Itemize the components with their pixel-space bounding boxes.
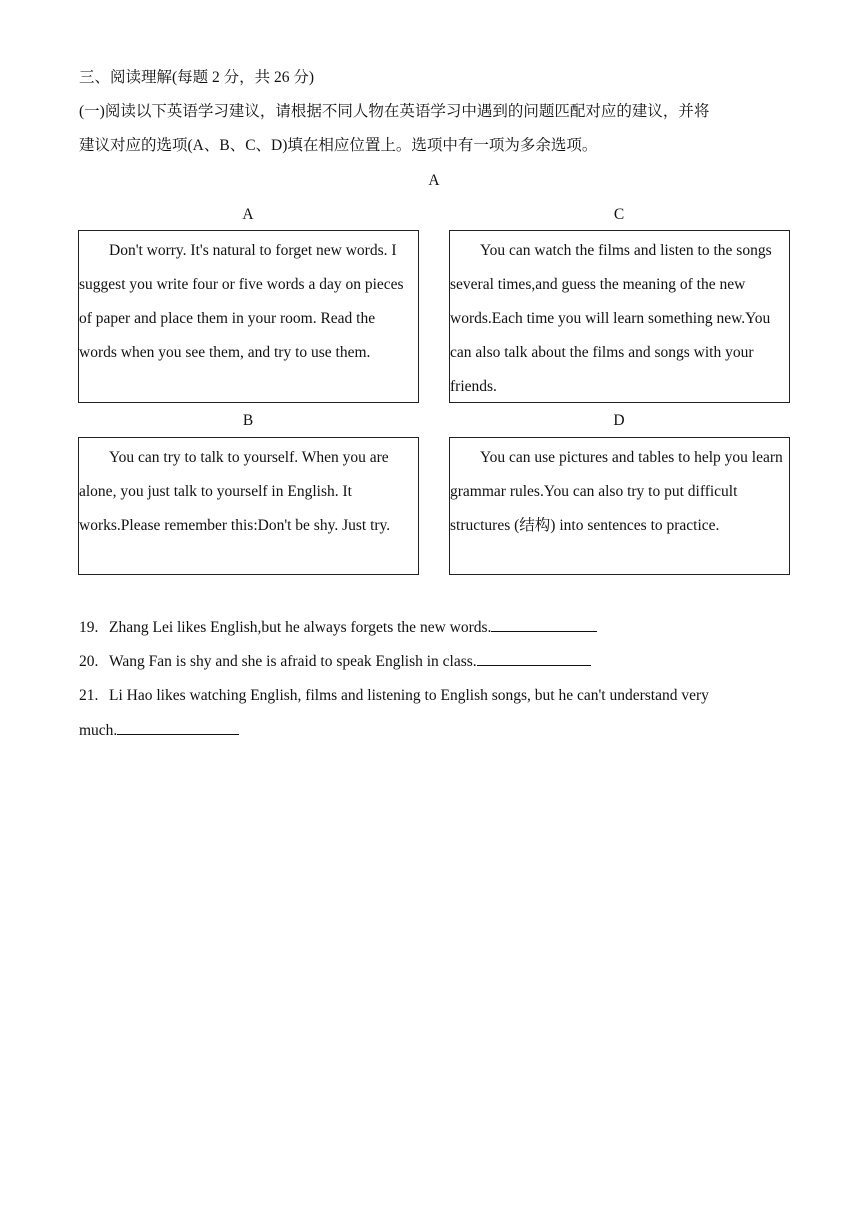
option-b-box [78,437,419,575]
option-d-label: D [613,412,625,429]
answer-blank[interactable] [491,617,597,632]
question-number: 20. [79,653,99,670]
answer-blank[interactable] [117,720,239,735]
option-a-box [78,230,419,403]
question-19 [79,617,597,638]
option-b-text: You can try to talk to yourself. When you are alone, you just talk to yourself in English. It works.Please remember this:Don't be shy. Just try. [79,449,391,534]
option-c-text: You can watch the films and listen to the songs several times,and guess the meaning of the new words.Each time you will learn something new.You can also talk about the films and songs with your friends. [450,242,772,395]
question-text: Zhang Lei likes English,but he always forgets the new words. [109,619,492,636]
option-b-label: B [242,412,254,429]
instructions-line-2: 建议对应的选项(A、B、C、D)填在相应位置上。选项中有一项为多余选项。 [79,137,598,154]
answer-blank[interactable] [477,651,591,666]
question-text: Wang Fan is shy and she is afraid to speak English in class. [109,653,477,670]
question-text: Li Hao likes watching English, films and listening to English songs, but he can't understand very [109,687,709,704]
question-21 [79,686,709,706]
question-21-continuation [79,720,239,741]
option-a-text: Don't worry. It's natural to forget new words. I suggest you write four or five words a day on pieces of paper and place them in your room. Read the words when you see them, and try to use them. [79,242,404,361]
instructions-line-1: (一)阅读以下英语学习建议，请根据不同人物在英语学习中遇到的问题匹配对应的建议，并将 [79,103,710,120]
passage-label: A [428,172,440,189]
section-title: 三、阅读理解(每题 2 分，共 26 分) [79,69,315,86]
question-number: 19. [79,619,99,636]
question-number: 21. [79,687,99,704]
question-20 [79,651,591,672]
option-d-box [449,437,790,575]
option-d-text: You can use pictures and tables to help you learn grammar rules.You can also try to put difficult structures (结构) into sentences to practice. [450,449,783,534]
option-a-label: A [242,206,254,223]
option-c-box [449,230,790,403]
option-c-label: C [613,206,625,223]
question-text: much. [79,722,118,739]
